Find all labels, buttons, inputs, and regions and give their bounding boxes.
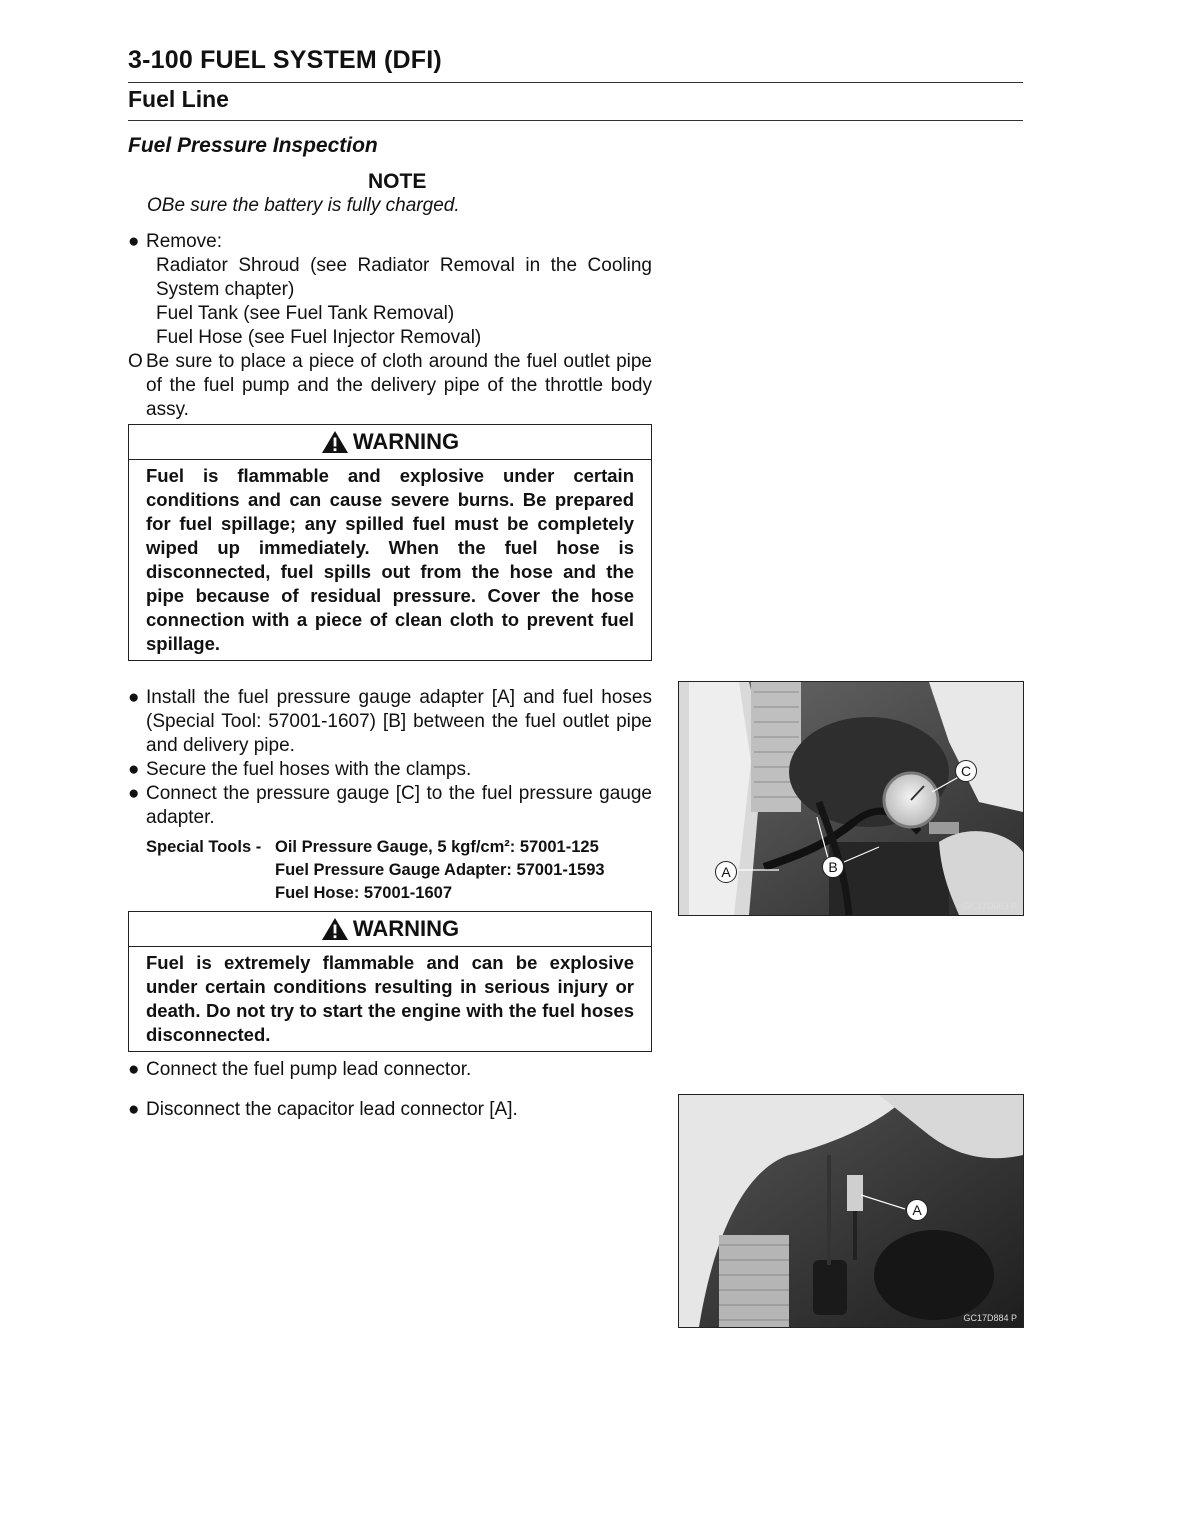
bullet-icon: ● xyxy=(128,687,140,708)
step-item xyxy=(128,1098,652,1122)
warning-triangle-icon xyxy=(321,917,349,941)
warning-header xyxy=(129,425,651,460)
step-text: Install the fuel pressure gauge adapter [A] and fuel hoses (Special Tool: 57001-1607) [B] between the fuel outlet pipe and delivery pipe. xyxy=(146,687,652,756)
step-item xyxy=(128,782,652,830)
callout-label: B xyxy=(822,856,844,878)
page-title: 3-100 FUEL SYSTEM (DFI) xyxy=(128,46,442,74)
warning-text: Fuel is extremely flammable and can be explosive under certain conditions resulting in serious injury or death. Do not try to start the engine with the fuel hoses disconnected. xyxy=(146,952,634,1045)
step-item xyxy=(128,1058,652,1082)
step-text: Secure the fuel hoses with the clamps. xyxy=(146,759,472,780)
special-tool-line: Oil Pressure Gauge, 5 kgf/cm²: 57001-125 xyxy=(275,838,599,856)
special-tool-line: Fuel Hose: 57001-1607 xyxy=(275,884,453,902)
fuel-pressure-gauge-photo xyxy=(678,681,1024,916)
step-item xyxy=(128,686,652,758)
subsection-title: Fuel Pressure Inspection xyxy=(128,134,378,157)
photo-illustration xyxy=(679,1095,1023,1327)
callout-label: C xyxy=(955,760,977,782)
remove-label: Remove: xyxy=(146,231,223,252)
warning-heading: WARNING xyxy=(352,429,460,454)
step-text: Disconnect the capacitor lead connector [A]. xyxy=(146,1099,518,1120)
warning-text: Fuel is flammable and explosive under certain conditions and can cause severe burns. Be prepared for fuel spillage; any spilled fuel must be completely wiped up immediately. When the fuel hose is disconnected, fuel spills out from the hose and the pipe because of residual pressure. Cover the hose connection with a piece of clean cloth to prevent fuel spillage. xyxy=(146,465,634,654)
header-divider xyxy=(128,82,1023,83)
special-tool-line: Fuel Pressure Gauge Adapter: 57001-1593 xyxy=(275,861,605,879)
circle-marker: O xyxy=(128,351,143,372)
bullet-icon: ● xyxy=(128,759,140,780)
callout-label: A xyxy=(906,1199,928,1221)
warning-heading: WARNING xyxy=(352,916,460,941)
warning-triangle-icon xyxy=(321,430,349,454)
warning-box xyxy=(128,424,652,661)
remove-item: Radiator Shroud (see Radiator Removal in the Cooling System chapter) xyxy=(156,255,652,300)
note-text: OBe sure the battery is fully charged. xyxy=(147,195,460,216)
step-text: Connect the pressure gauge [C] to the fuel pressure gauge adapter. xyxy=(146,783,652,828)
callout-label: A xyxy=(715,861,737,883)
bullet-icon: ● xyxy=(128,231,140,252)
remove-item: Fuel Hose (see Fuel Injector Removal) xyxy=(156,327,482,348)
special-tools-label: Special Tools - xyxy=(146,838,262,856)
bullet-icon: ● xyxy=(128,1099,140,1120)
step-item xyxy=(128,758,652,782)
bullet-icon: ● xyxy=(128,783,140,804)
figure-code: GC17D663 P xyxy=(963,901,1017,911)
section-divider xyxy=(128,120,1023,121)
warning-box xyxy=(128,911,652,1052)
remove-item: Fuel Tank (see Fuel Tank Removal) xyxy=(156,303,455,324)
note-title: NOTE xyxy=(368,170,427,193)
warning-header xyxy=(129,912,651,947)
cloth-note-text: Be sure to place a piece of cloth around the fuel outlet pipe of the fuel pump and the delivery pipe of the throttle body assy. xyxy=(146,351,652,420)
figure-code: GC17D884 P xyxy=(963,1313,1017,1323)
bullet-icon: ● xyxy=(128,1059,140,1080)
remove-step xyxy=(128,230,652,350)
capacitor-connector-photo xyxy=(678,1094,1024,1328)
section-title: Fuel Line xyxy=(128,86,229,112)
step-text: Connect the fuel pump lead connector. xyxy=(146,1059,472,1080)
cloth-note xyxy=(128,350,652,422)
